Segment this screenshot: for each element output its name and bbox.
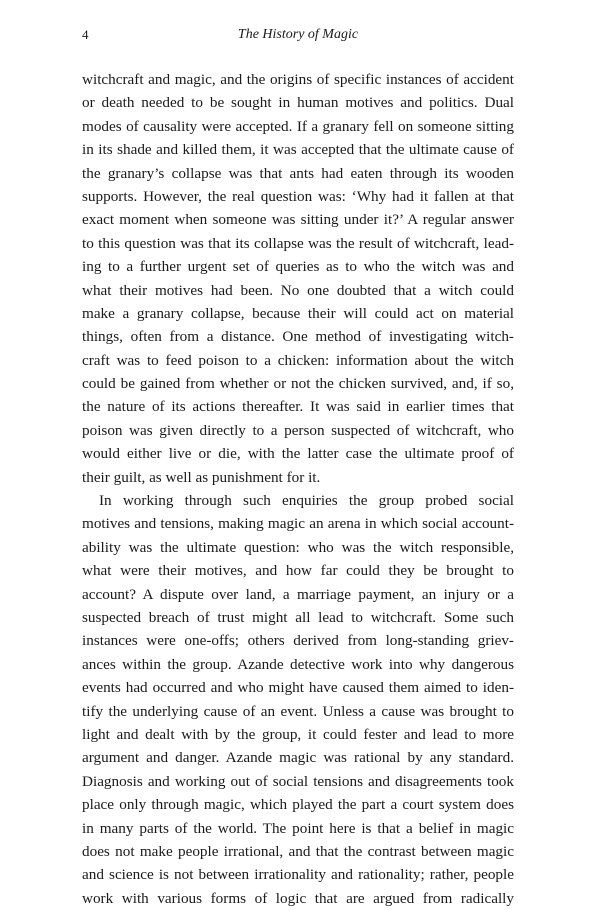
paragraph: [82, 68, 514, 489]
text-line: what were their motives, and how far could they be brought to: [82, 562, 514, 580]
page-header: [82, 27, 514, 45]
text-line: modes of causality were accepted. If a granary fell on someone sitting: [82, 117, 514, 135]
text-line: witchcraft and magic, and the origins of specific instances of accident: [82, 71, 514, 88]
text-line: supports. However, the real question was: ‘Why had it fallen at that: [82, 187, 514, 205]
text-line: account? A dispute over land, a marriage payment, an injury or a: [82, 585, 514, 603]
text-line: motives and tensions, making magic an arena in which social account-: [82, 515, 514, 533]
text-line: would either live or die, with the latter case the ultimate proof of: [82, 445, 514, 463]
text-line: their guilt, as well as punishment for it.: [82, 468, 321, 486]
text-line: ances within the group. Azande detective work into why dangerous: [82, 655, 514, 673]
text-line: make a granary collapse, because their will could act on material: [82, 304, 514, 322]
text-line: or death needed to be sought in human motives and politics. Dual: [82, 94, 514, 112]
text-line: what their motives had been. No one doubted that a witch could: [82, 281, 514, 299]
text-line: place only through magic, which played the part a court system does: [82, 796, 514, 814]
text-line: Diagnosis and working out of social tensions and disagreements took: [82, 772, 514, 790]
text-line: poison was given directly to a person suspected of witchcraft, who: [82, 421, 514, 439]
text-line: work with various forms of logic that are argued from radically: [82, 889, 514, 907]
paragraph: [82, 489, 514, 910]
text-line: in its shade and killed them, it was accepted that the ultimate cause of: [82, 141, 514, 159]
text-line: to this question was that its collapse was the result of witchcraft, lead-: [82, 234, 514, 252]
text-line: ing to a further urgent set of queries as to who the witch was and: [82, 258, 514, 276]
text-line: suspected breach of trust might all lead to witchcraft. Some such: [82, 608, 514, 626]
page-number: 4: [82, 27, 89, 42]
text-line: argument and danger. Azande magic was rational by any standard.: [82, 749, 514, 767]
text-line: craft was to feed poison to a chicken: information about the witch: [82, 351, 514, 369]
text-line: the granary’s collapse was that ants had eaten through its wooden: [82, 164, 514, 182]
text-line: in many parts of the world. The point here is that a belief in magic: [82, 819, 514, 837]
text-line: ability was the ultimate question: who was the witch responsible,: [82, 538, 514, 556]
text-line: tify the underlying cause of an event. Unless a cause was brought to: [82, 702, 514, 720]
text-line: and science is not between irrationality and rationality; rather, people: [82, 866, 514, 884]
text-line: could be gained from whether or not the chicken survived, and, if so,: [82, 375, 514, 393]
text-line: light and dealt with by the group, it could fester and lead to more: [82, 725, 514, 743]
text-line: events had occurred and who might have caused them aimed to iden-: [82, 679, 514, 697]
text-line: In working through such enquiries the group probed social: [99, 492, 514, 510]
text-line: does not make people irrational, and that the contrast between magic: [82, 842, 514, 860]
text-line: exact moment when someone was sitting under it?’ A regular answer: [82, 211, 514, 229]
running-head: The History of Magic: [237, 27, 359, 42]
text-line: instances were one-offs; others derived from long-standing griev-: [82, 632, 514, 650]
text-line: the nature of its actions thereafter. It was said in earlier times that: [82, 398, 514, 416]
body-text: [82, 68, 514, 910]
text-line: things, often from a distance. One method of investigating witch-: [82, 328, 514, 346]
